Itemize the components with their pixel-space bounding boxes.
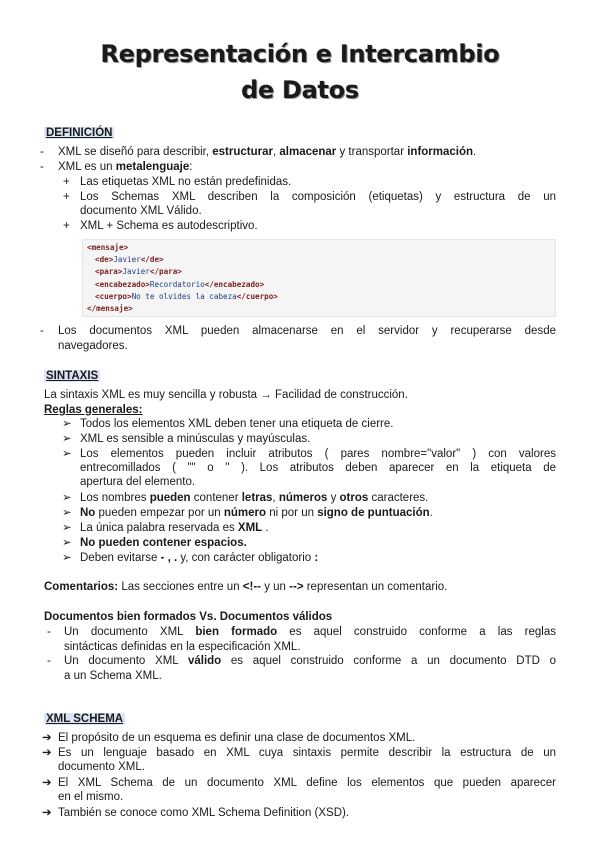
definicion-sub-2: Los Schemas XML describen la composición (etiquetas) y estructura de un xyxy=(80,191,556,203)
arrowhead-icon: ➢ xyxy=(62,552,72,564)
arrowhead-icon: ➢ xyxy=(62,433,72,445)
definicion-sub-3: XML + Schema es autodescriptivo. xyxy=(80,220,258,232)
regla-5: No pueden empezar por un número ni por un signo de puntuación. xyxy=(80,507,433,519)
sintaxis-intro: La sintaxis XML es muy sencilla y robusta → Facilidad de construcción. xyxy=(44,389,408,401)
schema-item-2-cont: documento XML. xyxy=(58,761,145,773)
doc-valido-cont: a un Schema XML. xyxy=(64,670,162,682)
arrow-right-icon: ➔ xyxy=(42,807,52,819)
section-heading-definicion: DEFINICIÓN xyxy=(46,127,113,139)
page-title xyxy=(0,36,600,108)
arrowhead-icon: ➢ xyxy=(62,448,72,460)
section-heading-xml-schema: XML SCHEMA xyxy=(46,713,124,725)
schema-item-1: El propósito de un esquema es definir una clase de documentos XML. xyxy=(58,732,416,744)
regla-3-cont-2: apertura del elemento. xyxy=(80,476,196,488)
regla-7: No pueden contener espacios. xyxy=(80,537,247,549)
regla-2: XML es sensible a minúsculas y mayúsculas. xyxy=(80,433,311,445)
docs-heading: Documentos bien formados Vs. Documentos válidos xyxy=(44,611,333,623)
title-line-2: de Datos xyxy=(241,76,359,104)
comentarios-line: Comentarios: Las secciones entre un <!-- y un --> representan un comentario. xyxy=(44,581,448,593)
title-line-1: Representación e Intercambio xyxy=(100,40,500,68)
list-item-dash: - xyxy=(47,626,51,638)
regla-6: La única palabra reservada es XML . xyxy=(80,522,269,534)
arrow-right-icon: ➔ xyxy=(42,732,52,744)
definicion-item-1: XML se diseñó para describir, estructurar, almacenar y transportar información. xyxy=(58,146,477,158)
list-item-dash: - xyxy=(47,655,51,667)
list-item-dash: - xyxy=(40,325,44,337)
doc-bien-formado: Un documento XML bien formado es aquel construido conforme a las reglas xyxy=(64,626,556,638)
definicion-item-2: XML es un metalenguaje: xyxy=(58,161,193,173)
arrow-right-icon: ➔ xyxy=(42,777,52,789)
regla-4: Los nombres pueden contener letras, números y otros caracteres. xyxy=(80,492,429,504)
section-heading-sintaxis: SINTAXIS xyxy=(46,370,99,382)
regla-3: Los elementos pueden incluir atributos ( pares nombre="valor" ) con valores xyxy=(80,448,556,460)
arrowhead-icon: ➢ xyxy=(62,522,72,534)
definicion-item-3: Los documentos XML pueden almacenarse en el servidor y recuperarse desde xyxy=(58,325,556,337)
arrowhead-icon: ➢ xyxy=(62,507,72,519)
schema-item-4: También se conoce como XML Schema Definition (XSD). xyxy=(58,807,350,819)
definicion-sub-1: Las etiquetas XML no están predefinidas. xyxy=(80,176,292,188)
regla-1: Todos los elementos XML deben tener una etiqueta de cierre. xyxy=(80,418,394,430)
doc-valido: Un documento XML válido es aquel construido conforme a un documento DTD o xyxy=(64,655,557,667)
arrowhead-icon: ➢ xyxy=(62,537,72,549)
reglas-heading: Reglas generales: xyxy=(44,404,143,416)
list-item: - xyxy=(40,146,44,158)
schema-item-3-cont: en el mismo. xyxy=(58,791,124,803)
doc-bien-formado-cont: sintácticas definidas en la especificación XML. xyxy=(64,641,301,653)
regla-8: Deben evitarse - , . y, con carácter obligatorio : xyxy=(80,552,319,564)
arrowhead-icon: ➢ xyxy=(62,418,72,430)
schema-item-2: Es un lenguaje basado en XML cuya sintaxis permite describir la estructura de un xyxy=(58,747,556,759)
plus-bullet: + xyxy=(63,220,70,232)
plus-bullet: + xyxy=(63,191,70,203)
schema-item-3: El XML Schema de un documento XML define los elementos que pueden aparecer xyxy=(58,777,556,789)
xml-code-block: <mensaje> <de>Javier</de> <para>Javier</para> <encabezado>Recordatorio</encabezado> <cuerpo>No te olvides la cabeza</cuerpo> </mensaje> xyxy=(82,239,556,317)
definicion-item-3-cont: navegadores. xyxy=(58,340,128,352)
list-item-dash: - xyxy=(40,161,44,173)
arrow-right-icon: ➔ xyxy=(42,747,52,759)
regla-3-cont: entrecomillados ( "" o '' ). Los atributos deben aparecer en la etiqueta de xyxy=(80,462,556,474)
plus-bullet: + xyxy=(63,176,70,188)
definicion-sub-2-cont: documento XML Válido. xyxy=(80,205,202,217)
arrowhead-icon: ➢ xyxy=(62,492,72,504)
